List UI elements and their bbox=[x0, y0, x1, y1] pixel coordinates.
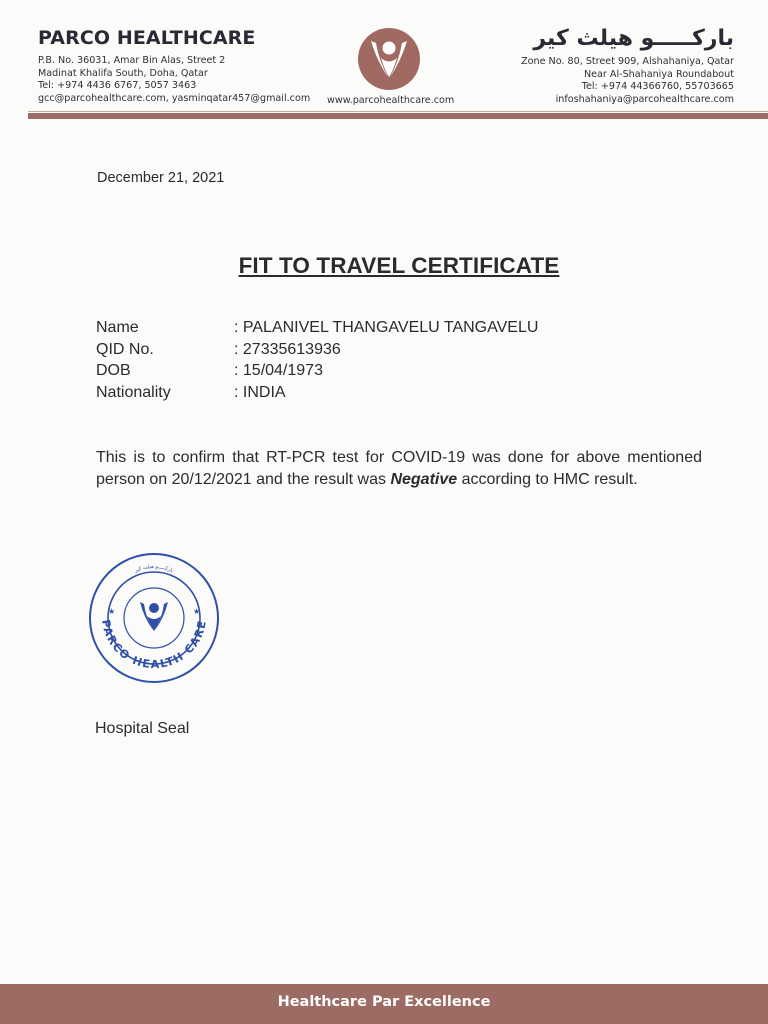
address-line: P.B. No. 36031, Amar Bin Alas, Street 2 bbox=[38, 55, 226, 66]
field-row-dob bbox=[96, 362, 538, 384]
field-label: DOB bbox=[96, 362, 131, 379]
field-row-nationality bbox=[96, 384, 538, 406]
field-value: : 27335613936 bbox=[234, 340, 341, 358]
footer-bar bbox=[0, 984, 768, 1024]
patient-details bbox=[96, 319, 538, 405]
parco-logo-icon bbox=[357, 27, 421, 91]
field-value: : PALANIVEL THANGAVELU TANGAVELU bbox=[234, 319, 539, 336]
field-label: Name bbox=[96, 319, 139, 336]
seal-stamp-text: PARCO HEALTH CARE bbox=[99, 618, 209, 672]
certificate-title: FIT TO TRAVEL CERTIFICATE bbox=[238, 253, 560, 278]
letterhead-left bbox=[38, 27, 310, 105]
email-line: infoshahaniya@parcohealthcare.com bbox=[555, 93, 734, 105]
seal-arabic-text: باركـــــو هيلث كير bbox=[133, 563, 175, 574]
svg-text:★: ★ bbox=[193, 607, 201, 616]
letterhead-right bbox=[521, 27, 734, 106]
field-value: : 15/04/1973 bbox=[234, 362, 323, 379]
certificate-date: December 21, 2021 bbox=[97, 170, 225, 186]
field-label: QID No. bbox=[96, 340, 154, 358]
field-label: Nationality bbox=[96, 383, 171, 401]
body-text-part: according to HMC result. bbox=[457, 470, 638, 488]
body-text-part: This is to confirm that RT-PCR test for COVID-19 was done for above mentioned person on 20/12/2021 and the result was bbox=[96, 449, 702, 488]
left-address bbox=[38, 55, 310, 105]
footer-tagline: Healthcare Par Excellence bbox=[277, 994, 491, 1010]
hospital-seal-stamp-icon bbox=[80, 552, 228, 690]
certificate-body bbox=[96, 447, 702, 490]
field-row-qid bbox=[96, 341, 538, 363]
field-value: : INDIA bbox=[234, 383, 286, 401]
org-name: PARCO HEALTHCARE bbox=[38, 27, 256, 49]
website-link[interactable]: www.parcohealthcare.com bbox=[327, 95, 455, 106]
address-line: Zone No. 80, Street 909, Alshahaniya, Qatar bbox=[521, 56, 734, 67]
header-divider-thin bbox=[28, 111, 768, 112]
email-line: gcc@parcohealthcare.com, yasminqatar457@gmail.com bbox=[38, 92, 311, 104]
test-result: Negative bbox=[390, 470, 458, 488]
header-divider bbox=[28, 113, 768, 119]
phone-line: Tel: +974 4436 6767, 5057 3463 bbox=[38, 80, 197, 91]
org-name-arabic: باركـــــو هيلث كير bbox=[533, 26, 734, 51]
hospital-seal-label: Hospital Seal bbox=[95, 720, 190, 737]
address-line: Near Al-Shahaniya Roundabout bbox=[583, 68, 734, 80]
phone-line: Tel: +974 44366760, 55703665 bbox=[581, 81, 734, 92]
address-line: Madinat Khalifa South, Doha, Qatar bbox=[38, 67, 208, 79]
right-address bbox=[521, 56, 734, 106]
field-row-name bbox=[96, 319, 538, 341]
svg-text:★: ★ bbox=[108, 607, 116, 616]
